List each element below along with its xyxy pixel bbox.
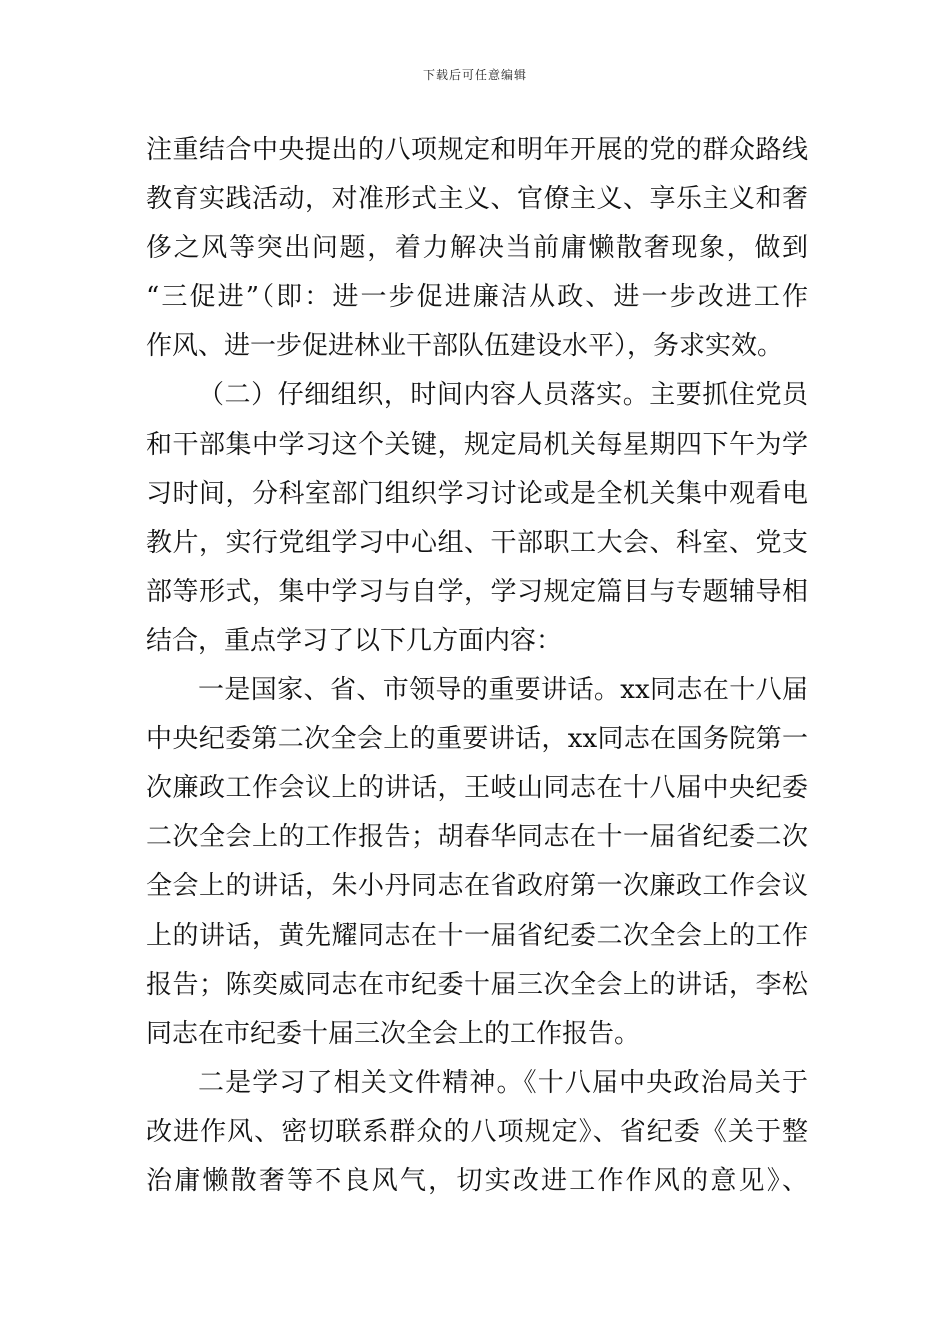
text-line: 侈之风等突出问题，着力解决当前庸懒散奢现象，做到 [146, 233, 808, 264]
text-line: 一是国家、省、市领导的重要讲话。xx同志在十八届 [198, 675, 808, 706]
document-body [146, 126, 808, 1206]
text-line: 教片，实行党组学习中心组、干部职工大会、科室、党支 [146, 527, 808, 558]
text-line: （二）仔细组织，时间内容人员落实。主要抓住党员 [198, 380, 808, 411]
text-line: 同志在市纪委十届三次全会上的工作报告。 [146, 1018, 641, 1049]
text-line: 作风、进一步促进林业干部队伍建设水平），务求实效。 [146, 331, 784, 362]
text-line: 次廉政工作会议上的讲话，王岐山同志在十八届中央纪委 [146, 773, 808, 804]
text-line: 和干部集中学习这个关键，规定局机关每星期四下午为学 [146, 429, 808, 460]
text-line: 二次全会上的工作报告；胡春华同志在十一届省纪委二次 [146, 822, 808, 853]
text-line: 注重结合中央提出的八项规定和明年开展的党的群众路线 [146, 135, 808, 165]
text-line: 结合，重点学习了以下几方面内容： [146, 625, 563, 656]
text-line: 改进作风、密切联系群众的八项规定》、省纪委《关于整 [146, 1116, 808, 1147]
text-line: 治庸懒散奢等不良风气，切实改进工作作风的意见》、 [146, 1165, 808, 1196]
page-header: 下载后可任意编辑 [422, 68, 527, 82]
text-line: 二是学习了相关文件精神。《十八届中央政治局关于 [198, 1067, 808, 1098]
text-line: 全会上的讲话，朱小丹同志在省政府第一次廉政工作会议 [146, 871, 808, 902]
text-line: 报告；陈奕威同志在市纪委十届三次全会上的讲话，李松 [146, 969, 808, 1000]
text-line: 部等形式，集中学习与自学，学习规定篇目与专题辅导相 [146, 576, 808, 607]
text-line: 上的讲话，黄先耀同志在十一届省纪委二次全会上的工作 [146, 920, 808, 951]
text-line: 习时间，分科室部门组织学习讨论或是全机关集中观看电 [146, 478, 808, 509]
text-line: 中央纪委第二次全会上的重要讲话，xx同志在国务院第一 [146, 724, 808, 755]
text-line: 教育实践活动，对准形式主义、官僚主义、享乐主义和奢 [146, 184, 808, 215]
text-line: “三促进”（即：进一步促进廉洁从政、进一步改进工作 [146, 282, 808, 313]
